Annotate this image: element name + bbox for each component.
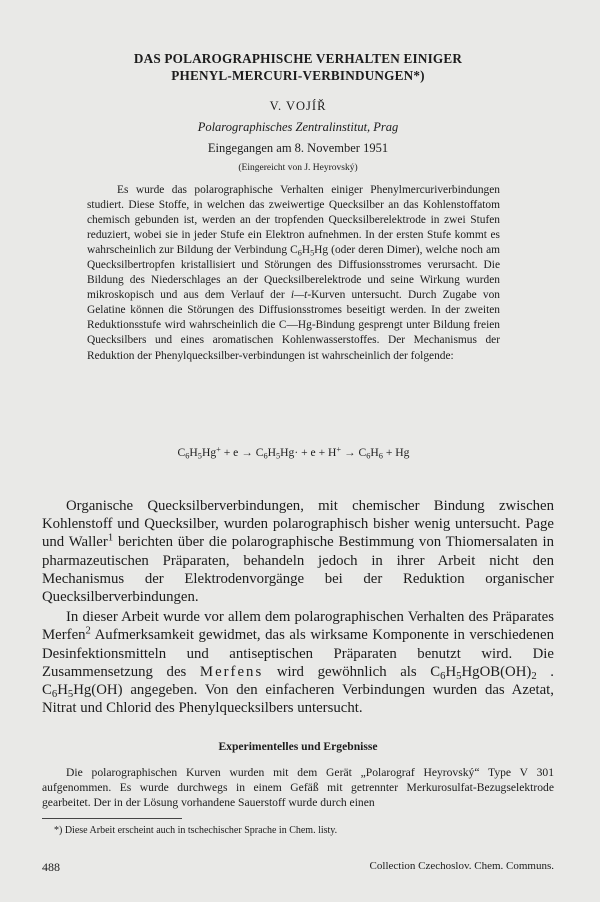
section-paragraph: Die polarographischen Kurven wurden mit dem Gerät „Polarograf Heyrovský“ Type V 301 aufgenommen. Es wurde durchwegs in einem Gefäß mit getrennter Merkurosulfat-Bezugselektrode gearbeitet. Der in der Lösung vorhandene Sauerstoff wurde durch einen bbox=[42, 766, 554, 810]
main-text bbox=[42, 497, 554, 717]
footnote-divider bbox=[42, 818, 182, 819]
reference-2: 2 bbox=[85, 626, 91, 638]
footnote: *) Diese Arbeit erscheint auch in tschechischer Sprache in Chem. listy. bbox=[54, 825, 338, 836]
page-number: 488 bbox=[42, 860, 60, 874]
section-heading: Experimentelles und Ergebnisse bbox=[218, 740, 378, 753]
paragraph-1: Organische Quecksilberverbindungen, mit chemischer Bindung zwischen Kohlenstoff und Quecksilber, wurden polarographisch bisher wenig untersucht. Page und Waller$^1$ berichten über die polarographische Bestimmung von Thiomersalaten in pharmazeutischen Präparaten, behandeln jedoch in ihrer Arbeit nicht den Mechanismus der Elektrodenvorgänge bei der Reduktion organischer Quecksilberverbindungen. bbox=[42, 498, 554, 606]
reference-1: 1 bbox=[107, 533, 114, 545]
received-date: Eingegangen am 8. November 1951 bbox=[207, 141, 389, 155]
journal-name: Collection Czechoslov. Chem. Communs. bbox=[369, 860, 554, 872]
title-line-2: PHENYL-MERCURI-VERBINDUNGEN*) bbox=[171, 68, 425, 83]
paper-title bbox=[42, 50, 554, 84]
communicated-by: (Eingereicht von J. Heyrovský) bbox=[238, 163, 358, 173]
title-line-1: DAS POLAROGRAPHISCHE VERHALTEN EINIGER bbox=[133, 51, 463, 66]
author: V. VOJÍŘ bbox=[269, 99, 327, 113]
affiliation: Polarographisches Zentralinstitut, Prag bbox=[197, 120, 399, 134]
reduction-equation: $C_6H_5Hg^+ + e \to C_6H_5Hg\cdot + e + H^+ \to C_6H_6 + Hg$ bbox=[177, 444, 410, 461]
abstract: Es wurde das polarographische Verhalten einiger Phenylmercuriverbindungen studiert. Diese Stoffe, in welchen das zweiwertige Quecksilber an das Kohlenstoffatom chemisch gebunden ist, werden an der tropfenden Quecksilberelektrode in zwei Stufen reduziert, wobei sie in jeder Stufe ein Elektron aufnehmen. In der ersten Stufe kommt es wahrscheinlich zur Bildung der Verbindung $C_6H_5Hg$ (oder deren Dimer), welche noch am Quecksilbertropfen kristallisiert und Störungen des Diffusionsstromes verursacht. Die Bildung des Niederschlages an der Quecksilberelektrode und seine Wirkung wurden mikroskopisch und aus dem Verlauf der i—t-Kurven untersucht. Durch Zugabe von Gelatine können die Störungen des Diffusionsstromes beseitigt werden. In der zweiten Reduktionsstufe wird wahrscheinlich die C—Hg-Bindung gesprengt unter Bildung freien Quecksilbers und eines aromatischen Kohlenwasserstoffes. Der Mechanismus der Reduktion der Phenylquecksilber-verbindungen ist wahrscheinlich der folgende: bbox=[87, 184, 500, 362]
paragraph-2: In dieser Arbeit wurde vor allem dem polarographischen Verhalten des Präparates Merfen$^2$ Aufmerksamkeit gewidmet, das als wirksame Komponente in verschiedenen Desinfektionsmitteln und antiseptischen Präparaten benutzt wird. Die Zusammensetzung des Merfens wird gewöhnlich als $C_6H_5HgOB(OH)_2$ . $C_6H_5Hg(OH)$ angegeben. Von den einfacheren Verbindungen wurden das Azetat, Nitrat und Chlorid des Phenylquecksilbers untersucht. bbox=[42, 609, 554, 717]
